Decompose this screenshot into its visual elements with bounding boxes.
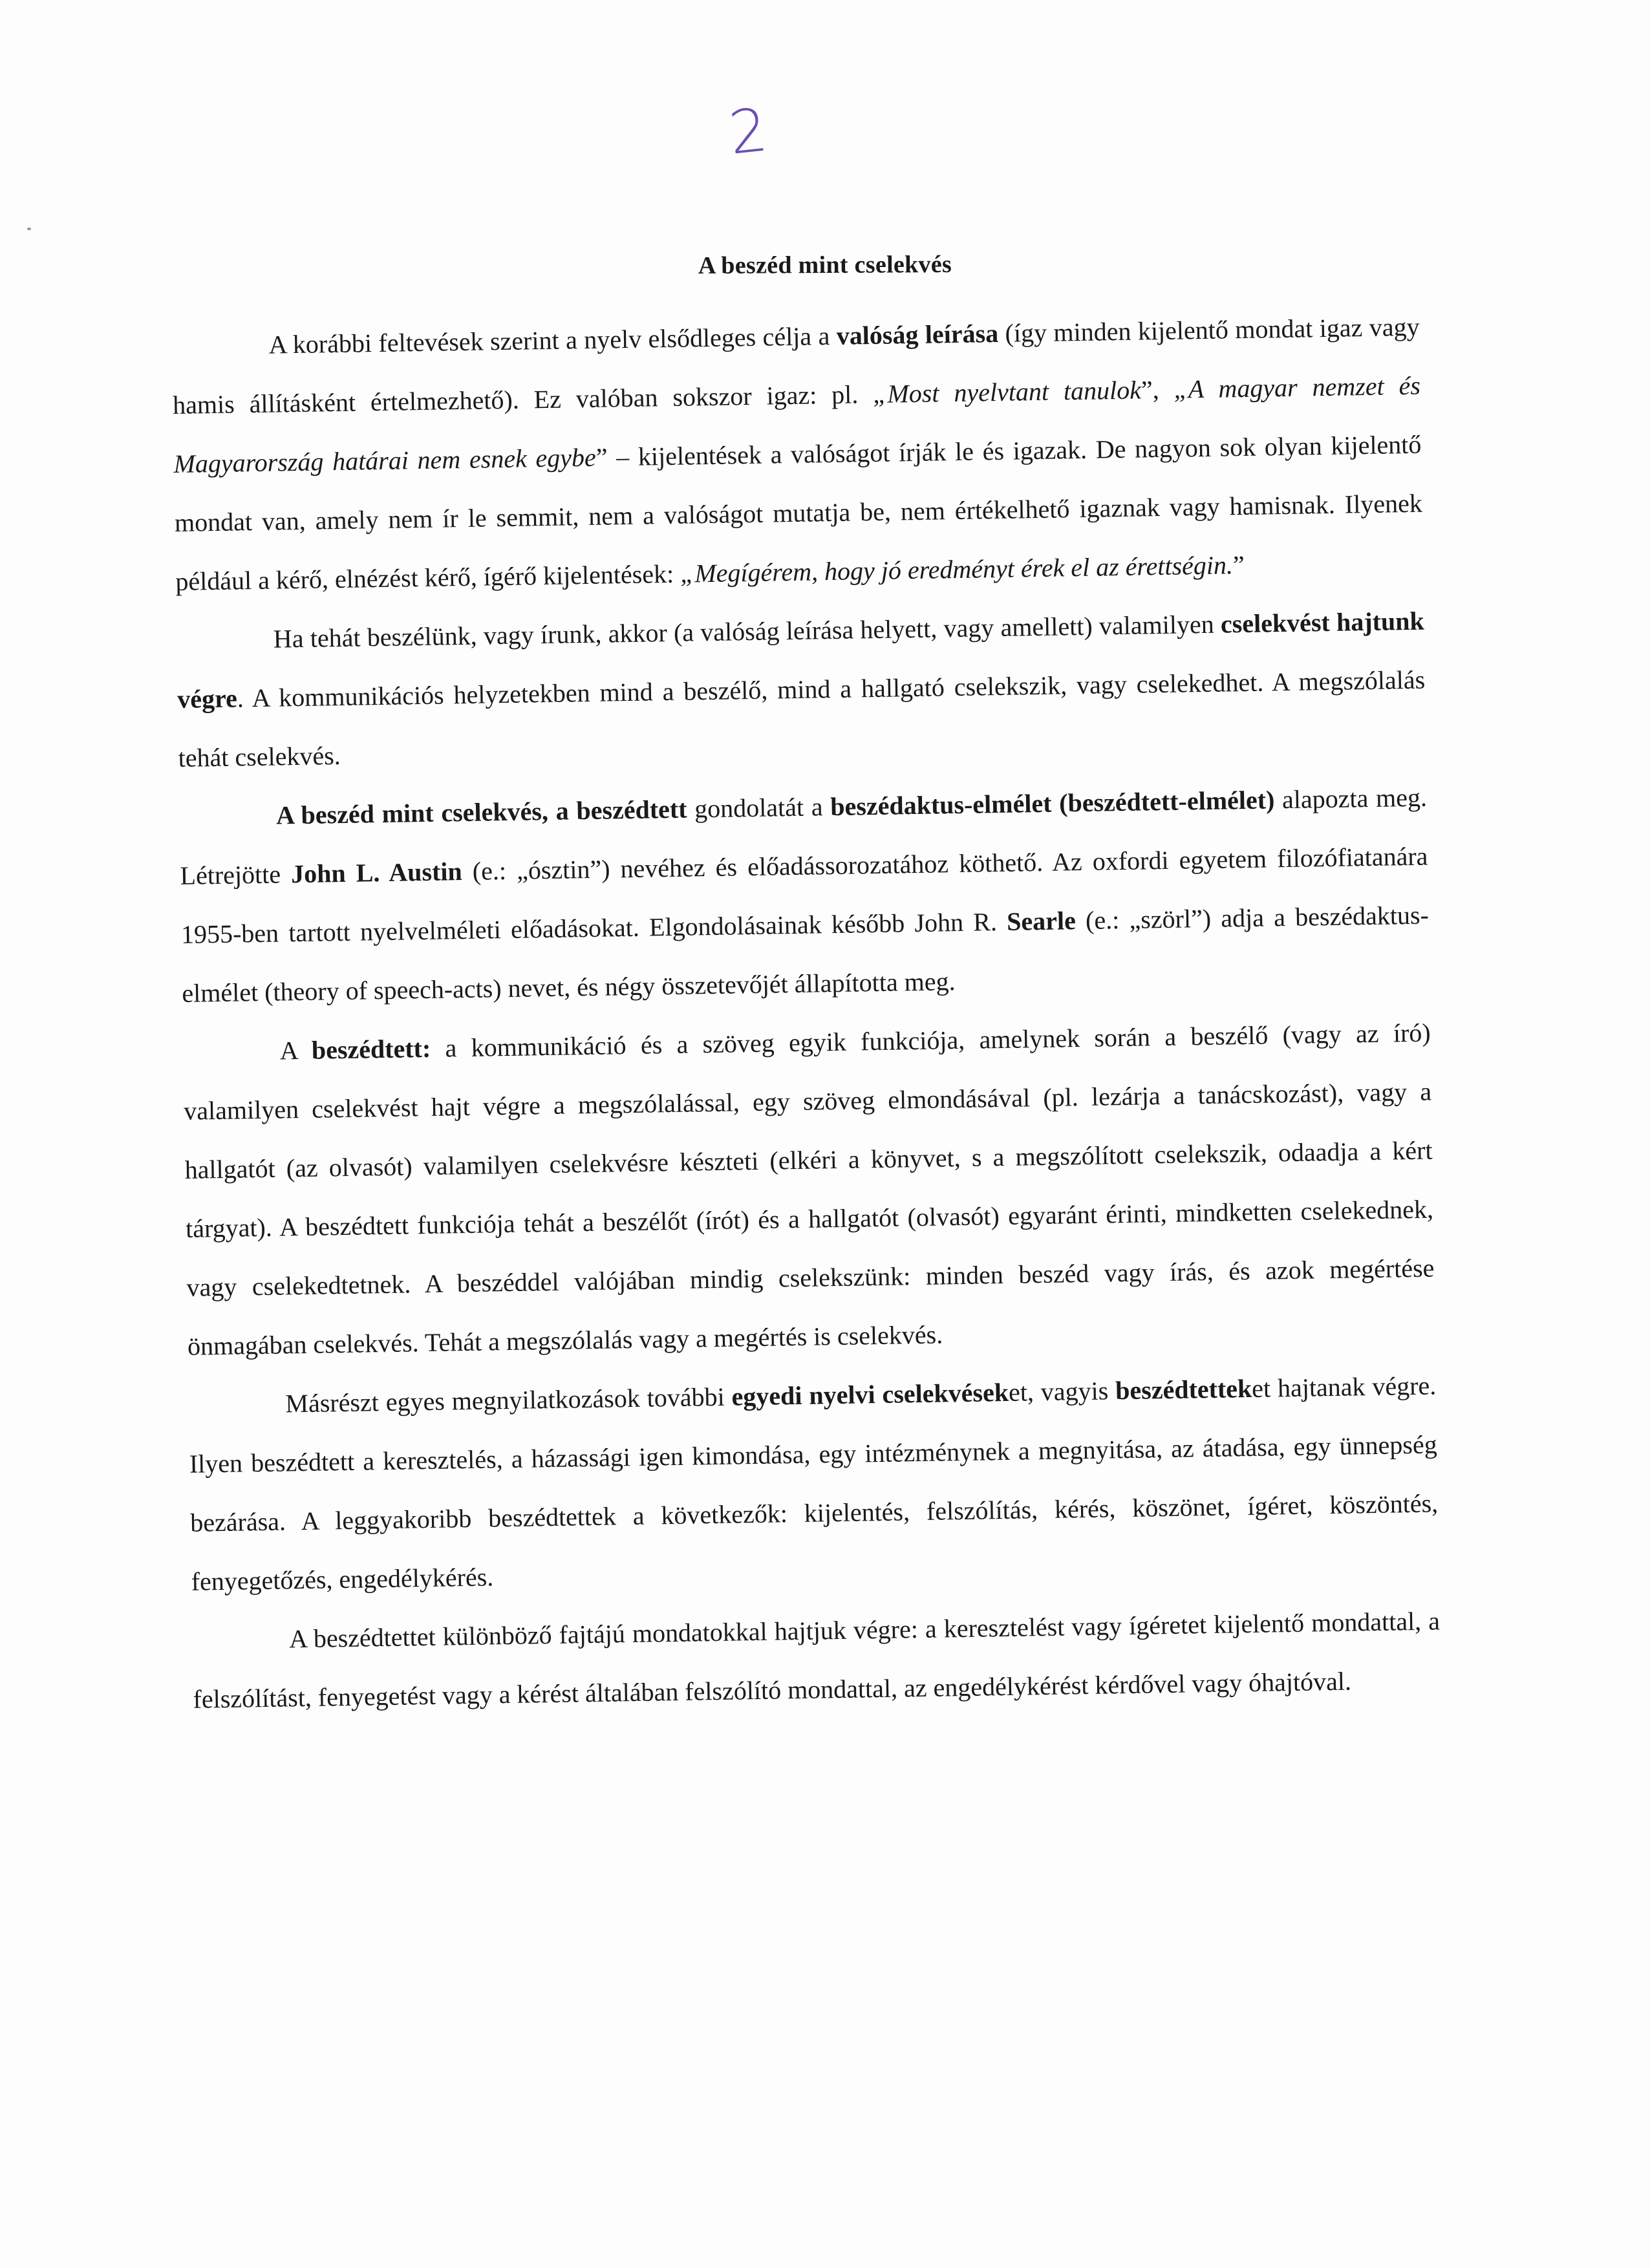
italic-example: „Megígérem, hogy jó eredményt érek el az érettségin. bbox=[680, 550, 1234, 588]
paragraph-5 bbox=[188, 1356, 1439, 1610]
bold-term: cselekvést hajtunk végre bbox=[177, 606, 1424, 714]
bold-term: beszédtett: bbox=[311, 1033, 431, 1065]
bold-term: A beszéd mint cselekvés, a beszédtett bbox=[275, 794, 687, 830]
paragraph-3 bbox=[178, 768, 1430, 1023]
text-run: (e.: „ósztin”) nevéhez és előadássorozatához köthető. Az oxfordi egyetem filozófiatanára 1955-ben tartott nyelvelméleti előadásokat. Elgondolásainak később John R. bbox=[180, 841, 1428, 949]
handwritten-page-number: 2 bbox=[725, 95, 771, 168]
text-run: ” bbox=[1232, 550, 1245, 580]
text-run: (e.: „szörl”) adja a beszédaktus-elmélet (theory of speech-acts) nevet, és négy összetevőjét állapította meg. bbox=[182, 900, 1430, 1008]
document-title: A beszéd mint cselekvés bbox=[698, 250, 952, 280]
italic-example: „A magyar nemzet és Magyarország határai nem esnek egybe bbox=[173, 370, 1421, 478]
document-body bbox=[171, 297, 1441, 1729]
bold-term: valóság leírása bbox=[836, 318, 999, 350]
text-run: et, vagyis bbox=[1008, 1376, 1116, 1407]
text-run: (így minden kijelentő mondat igaz vagy hamis állításként értelmezhető). Ez valóban sokszor igaz: pl. bbox=[172, 312, 1420, 420]
text-run: A bbox=[279, 1035, 312, 1065]
bold-term: beszédtettek bbox=[1115, 1373, 1252, 1406]
text-run: Ha tehát beszélünk, vagy írunk, akkor (a valóság leírása helyett, vagy amellett) valamilyen bbox=[273, 609, 1221, 654]
bold-term: John L. Austin bbox=[290, 857, 463, 889]
paragraph-2 bbox=[176, 592, 1426, 787]
text-run: . A kommunikációs helyzetekben mind a beszélő, mind a hallgató cselekszik, vagy cselekedhet. A megszólalás tehát cselekvés. bbox=[178, 665, 1426, 773]
bold-term: egyedi nyelvi cselekvések bbox=[731, 1377, 1009, 1411]
text-run: Másrészt egyes megnyilatkozások további bbox=[285, 1382, 732, 1418]
text-run: a kommunikáció és a szöveg egyik funkciója, amelynek során a beszélő (vagy az író) valamilyen cselekvést hajt végre a megszólalással, egy szöveg elmondásával (pl. lezárja a tanácskozást), vagy a hallgatót (az olvasót) valamilyen cselekvésre készteti (elkéri a könyvet, s a megszólított cselekszik, odaadja a kért tárgyat). A beszédtett funkciója tehát a beszélőt (írót) és a hallgatót (olvasót) egyaránt érinti, mindketten cselekednek, vagy cselekedtetnek. A beszéddel valójában mindig cselekszünk: minden beszéd vagy írás, és azok megértése önmagában cselekvés. Tehát a megszólalás vagy a megértés is cselekvés. bbox=[183, 1018, 1435, 1361]
text-run: gondolatát a bbox=[687, 792, 831, 824]
bold-term: Searle bbox=[1006, 906, 1077, 936]
text-run: et hajtanak végre. Ilyen beszédtett a keresztelés, a házassági igen kimondása, egy intézménynek a megnyitása, az átadása, egy ünnepség bezárása. A leggyakoribb beszédtettek a következők: kijelentés, felszólítás, kérés, köszönet, ígéret, köszöntés, fenyegetőzés, engedélykérés. bbox=[189, 1371, 1439, 1596]
scan-speck bbox=[27, 228, 31, 230]
italic-example: „Most nyelvtant tanulok bbox=[872, 375, 1142, 409]
text-run: alapozta meg. Létrejötte bbox=[180, 782, 1428, 890]
text-run: ” – kijelentések a valóságot írják le és igazak. De nagyon sok olyan kijelentő mondat van, amely nem ír le semmit, nem a valóságot mutatja be, nem értékelhető igaznak vagy hamisnak. Ilyenek például a kérő, elnézést kérő, ígérő kijelentések: bbox=[174, 429, 1423, 596]
text-run: ”, bbox=[1141, 374, 1174, 405]
text-run: A beszédtettet különböző fajtájú mondatokkal hajtjuk végre: a keresztelést vagy ígéretet kijelentő mondattal, a felszólítást, fenyegetést vagy a kérést általában felszólító mondattal, az engedélykérést kérdővel vagy óhajtóval. bbox=[193, 1606, 1441, 1714]
text-run: A korábbi feltevések szerint a nyelv elsődleges célja a bbox=[268, 321, 837, 359]
paragraph-1 bbox=[171, 297, 1424, 611]
paragraph-4 bbox=[182, 1003, 1435, 1376]
bold-term: beszédaktus-elmélet (beszédtett-elmélet) bbox=[830, 785, 1275, 822]
paragraph-6 bbox=[191, 1591, 1441, 1728]
